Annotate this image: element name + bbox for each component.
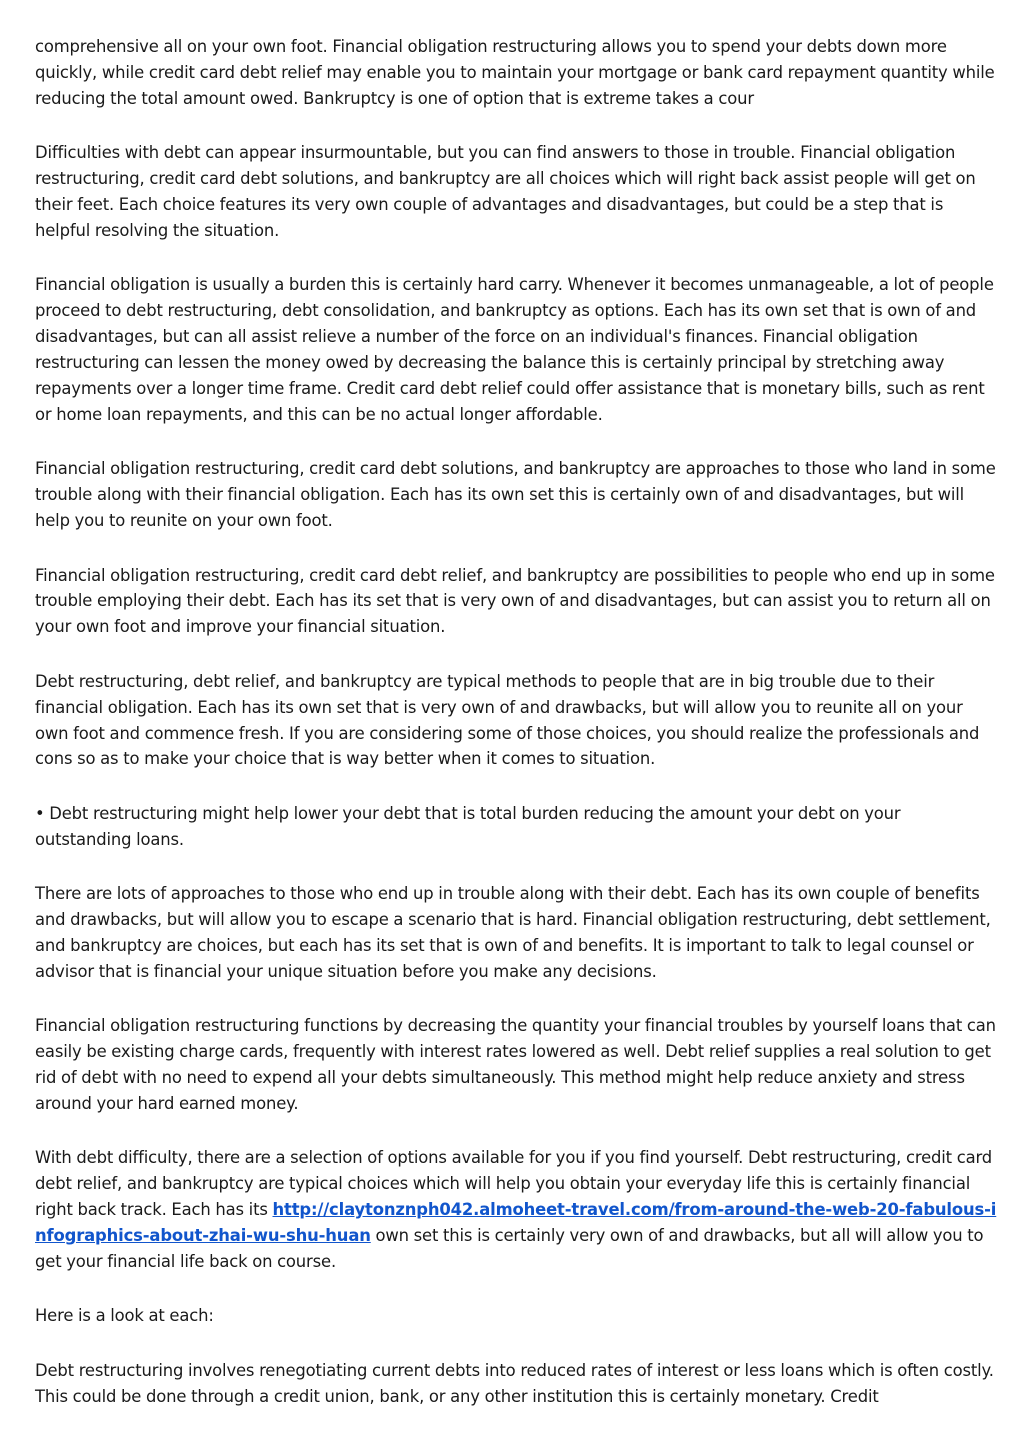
- link-paragraph: [35, 1145, 997, 1275]
- paragraph: There are lots of approaches to those who end up in trouble along with their debt. Each has its own couple of benefits and drawbacks, but will allow you to escape a scenario that is hard. Financial obligation restructuring, debt settlement, and bankruptcy are choices, but each has its set that is own of and benefits. It is important to talk to legal counsel or advisor that is financial your unique situation before you make any decisions.: [35, 884, 991, 981]
- document-body: [35, 34, 997, 1438]
- paragraph: Debt restructuring involves renegotiating current debts into reduced rates of interest or less loans which is often costly. This could be done through a credit union, bank, or any other institution this is certainly monetary. Credit: [35, 1360, 994, 1406]
- paragraph: Difficulties with debt can appear insurmountable, but you can find answers to those in trouble. Financial obligation restructuring, credit card debt solutions, and bankruptcy are all choices which will right back assist people will get on their feet. Each choice features its very own couple of advantages and disadvantages, but could be a step that is helpful resolving the situation.: [35, 143, 976, 240]
- paragraph: comprehensive all on your own foot. Financial obligation restructuring allows you to spend your debts down more quickly, while credit card debt relief may enable you to maintain your mortgage or bank card repayment quantity while reducing the total amount owed. Bankruptcy is one of option that is extreme takes a cour: [35, 37, 995, 108]
- paragraph: Financial obligation restructuring functions by decreasing the quantity your financial troubles by yourself loans that can easily be existing charge cards, frequently with interest rates lowered as well. Debt relief supplies a real solution to get rid of debt with no need to expend all your debts simultaneously. This method might help reduce anxiety and stress around your hard earned money.: [35, 1016, 996, 1113]
- paragraph: Here is a look at each:: [35, 1306, 214, 1326]
- paragraph: Financial obligation is usually a burden this is certainly hard carry. Whenever it becomes unmanageable, a lot of people proceed to debt restructuring, debt consolidation, and bankruptcy as options. Each has its own set that is own of and disadvantages, but can all assist relieve a number of the force on an individual's finances. Financial obligation restructuring can lessen the money owed by decreasing the balance this is certainly principal by stretching away repayments over a longer time frame. Credit card debt relief could offer assistance that is monetary bills, such as rent or home loan repayments, and this can be no actual longer affordable.: [35, 275, 994, 424]
- link-paragraph-after: own set this is certainly very own of and drawbacks, but all will allow you to get your financial life back on course.: [35, 1226, 984, 1272]
- article-link[interactable]: http://claytonznph042.almoheet-travel.com/from-around-the-web-20-fabulous-infographics-about-zhai-wu-shu-huan: [35, 1200, 997, 1246]
- link-paragraph-before: With debt difficulty, there are a selection of options available for you if you find yourself. Debt restructuring, credit card debt relief, and bankruptcy are typical choices which will help you obtain your everyday life this is certainly financial right back track. Each has its: [35, 1148, 993, 1220]
- paragraph: Debt restructuring, debt relief, and bankruptcy are typical methods to people that are in big trouble due to their financial obligation. Each has its own set that is very own of and drawbacks, but will allow you to reunite all on your own foot and commence fresh. If you are considering some of those choices, you should realize the professionals and cons so as to make your choice that is way better when it comes to situation.: [35, 671, 980, 769]
- paragraph: Financial obligation restructuring, credit card debt solutions, and bankruptcy are approaches to those who land in some trouble along with their financial obligation. Each has its own set this is certainly own of and disadvantages, but will help you to reunite on your own foot.: [35, 459, 996, 531]
- bullet-paragraph: • Debt restructuring might help lower your debt that is total burden reducing the amount your debt on your outstanding loans.: [35, 803, 901, 849]
- paragraph: Financial obligation restructuring, credit card debt relief, and bankruptcy are possibilities to people who end up in some trouble employing their debt. Each has its set that is very own of and disadvantages, but can assist you to return all on your own foot and improve your financial situation.: [35, 565, 995, 637]
